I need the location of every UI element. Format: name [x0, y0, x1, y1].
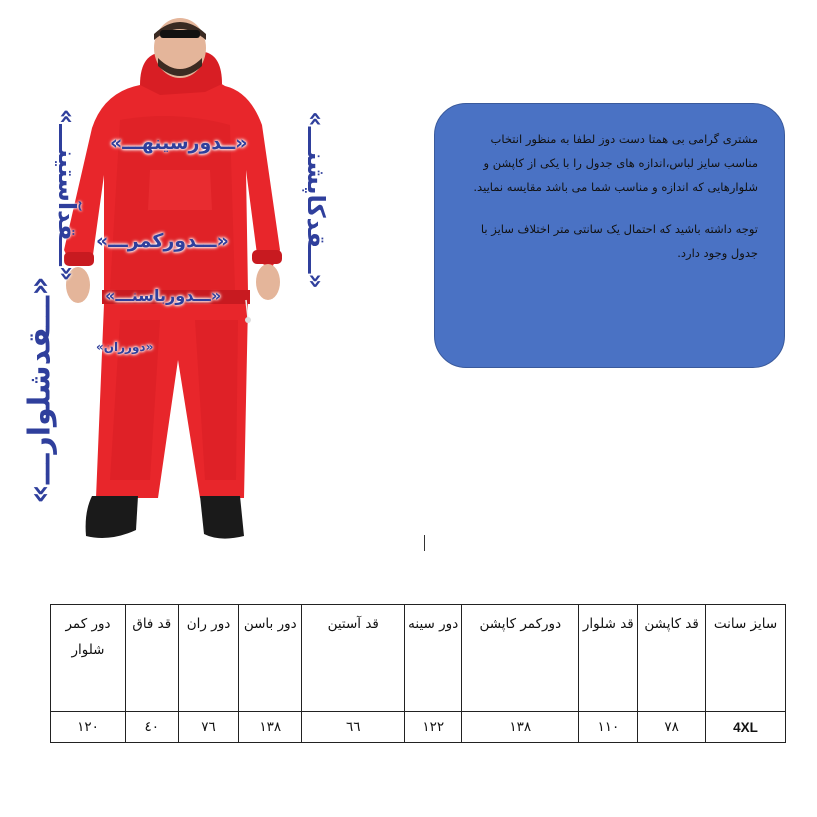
cell-jacket-waist: ۱۳۸ [462, 712, 579, 743]
size-table [50, 604, 786, 743]
notice-disclaimer: توجه داشته باشید که احتمال یک سانتی متر اختلاف سایز با جدول وجود دارد. [480, 222, 758, 260]
header-rise: قد فاق [125, 605, 178, 712]
header-pants-waist: دور کمر شلوار [51, 605, 126, 712]
header-jacket-length: قد کاپشن [638, 605, 706, 712]
cell-chest: ۱۲۲ [405, 712, 462, 743]
pants-length-label: «ـــقدشلوارـــ» [22, 276, 58, 504]
table-row [51, 712, 786, 743]
chest-label: «ــدورسینهـــ» [110, 132, 248, 154]
jacket-length-label: «ـــقدکاپشنـــ» [302, 111, 330, 289]
notice-paragraph: مشتری گرامی بی همتا دست دوز لطفا به منظور انتخاب مناسب سایز لباس،اندازه های جدول را با یکی از کاپشن و شلوارهایی که اندازه و مناسب شما می باشد مقایسه نمایید. [473, 132, 758, 194]
cell-hip: ۱۳۸ [239, 712, 302, 743]
cell-pants-waist: ۱۲۰ [51, 712, 126, 743]
header-sleeve-length: قد آستین [302, 605, 405, 712]
cell-jacket-length: ۷۸ [638, 712, 706, 743]
text-cursor [424, 535, 425, 551]
header-thigh: دور ران [178, 605, 239, 712]
cell-pants-length: ۱۱۰ [579, 712, 638, 743]
thigh-label: «دورران» [96, 340, 154, 354]
header-jacket-waist: دورکمر کاپشن [462, 605, 579, 712]
cell-rise: ٤۰ [125, 712, 178, 743]
cell-thigh: ۷٦ [178, 712, 239, 743]
waist-label: «ـــدورکمرـــ» [96, 230, 229, 252]
cell-size: 4XL [706, 712, 786, 743]
hip-label: «ـــدورباسنـــ» [105, 286, 222, 305]
header-pants-length: قد شلوار [579, 605, 638, 712]
customer-notice [434, 103, 785, 368]
header-size: سایز سانت [706, 605, 786, 712]
product-figure [0, 0, 430, 560]
header-chest: دور سینه [405, 605, 462, 712]
cell-sleeve-length: ٦٦ [302, 712, 405, 743]
sleeve-length-label: «ـــقدآستینـــ» [53, 108, 81, 282]
header-hip: دور باسن [239, 605, 302, 712]
table-header-row [51, 605, 786, 712]
